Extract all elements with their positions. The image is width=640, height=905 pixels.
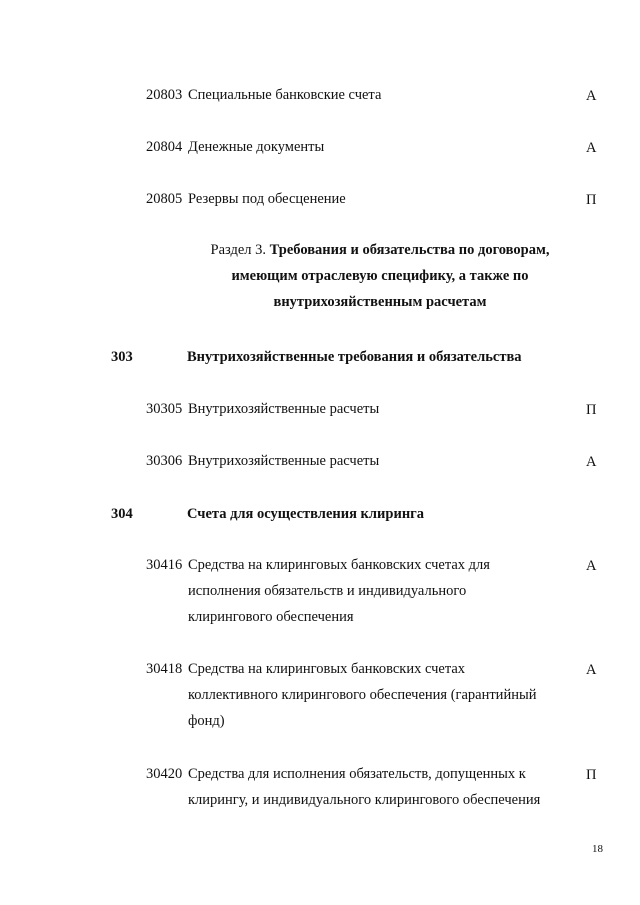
account-side: П — [586, 192, 597, 208]
section-title-text-1: Требования и обязательства по договорам, — [269, 242, 550, 258]
account-name-line: исполнения обязательств и индивидуального — [188, 583, 467, 599]
group-name: Счета для осуществления клиринга — [187, 506, 425, 522]
account-name-line: клирингу, и индивидуального клирингового обеспечения — [188, 792, 541, 808]
section-title-line-1 — [185, 237, 575, 263]
account-code: 20804 — [146, 139, 183, 155]
account-side: А — [586, 88, 597, 104]
group-code: 303 — [111, 349, 133, 365]
account-name-line: коллективного клирингового обеспечения (гарантийный — [188, 687, 537, 703]
account-name-line: Средства на клиринговых банковских счетах — [188, 661, 466, 677]
account-name: Денежные документы — [188, 139, 325, 155]
account-name-line: Средства на клиринговых банковских счетах для — [188, 557, 490, 573]
section-title-line-2 — [185, 263, 575, 289]
account-code: 30418 — [146, 661, 183, 677]
account-side: П — [586, 767, 597, 783]
account-name: Внутрихозяйственные расчеты — [188, 453, 380, 469]
account-name — [188, 761, 563, 813]
account-side: А — [586, 662, 597, 678]
account-name: Специальные банковские счета — [188, 87, 382, 103]
account-side: П — [586, 402, 597, 418]
account-code: 20803 — [146, 87, 183, 103]
account-name-line: Средства для исполнения обязательств, допущенных к — [188, 766, 526, 782]
account-name: Внутрихозяйственные расчеты — [188, 401, 380, 417]
section-title — [185, 237, 575, 315]
account-name: Резервы под обесценение — [188, 191, 346, 207]
account-code: 30420 — [146, 766, 183, 782]
account-side: А — [586, 558, 597, 574]
account-side: А — [586, 454, 597, 470]
account-name — [188, 656, 563, 734]
section-title-text-3: внутрихозяйственным расчетам — [273, 294, 487, 310]
account-name — [188, 552, 563, 630]
section-title-text-2: имеющим отраслевую специфику, а также по — [231, 268, 529, 284]
section-prefix: Раздел 3. — [210, 242, 270, 258]
account-code: 30305 — [146, 401, 183, 417]
group-name: Внутрихозяйственные требования и обязательства — [187, 349, 522, 365]
account-code: 30306 — [146, 453, 183, 469]
account-name-line: фонд) — [188, 713, 225, 729]
account-side: А — [586, 140, 597, 156]
account-code: 20805 — [146, 191, 183, 207]
account-name-line: клирингового обеспечения — [188, 609, 354, 625]
page-number: 18 — [592, 843, 603, 855]
section-title-line-3 — [185, 289, 575, 315]
group-code: 304 — [111, 506, 133, 522]
account-code: 30416 — [146, 557, 183, 573]
